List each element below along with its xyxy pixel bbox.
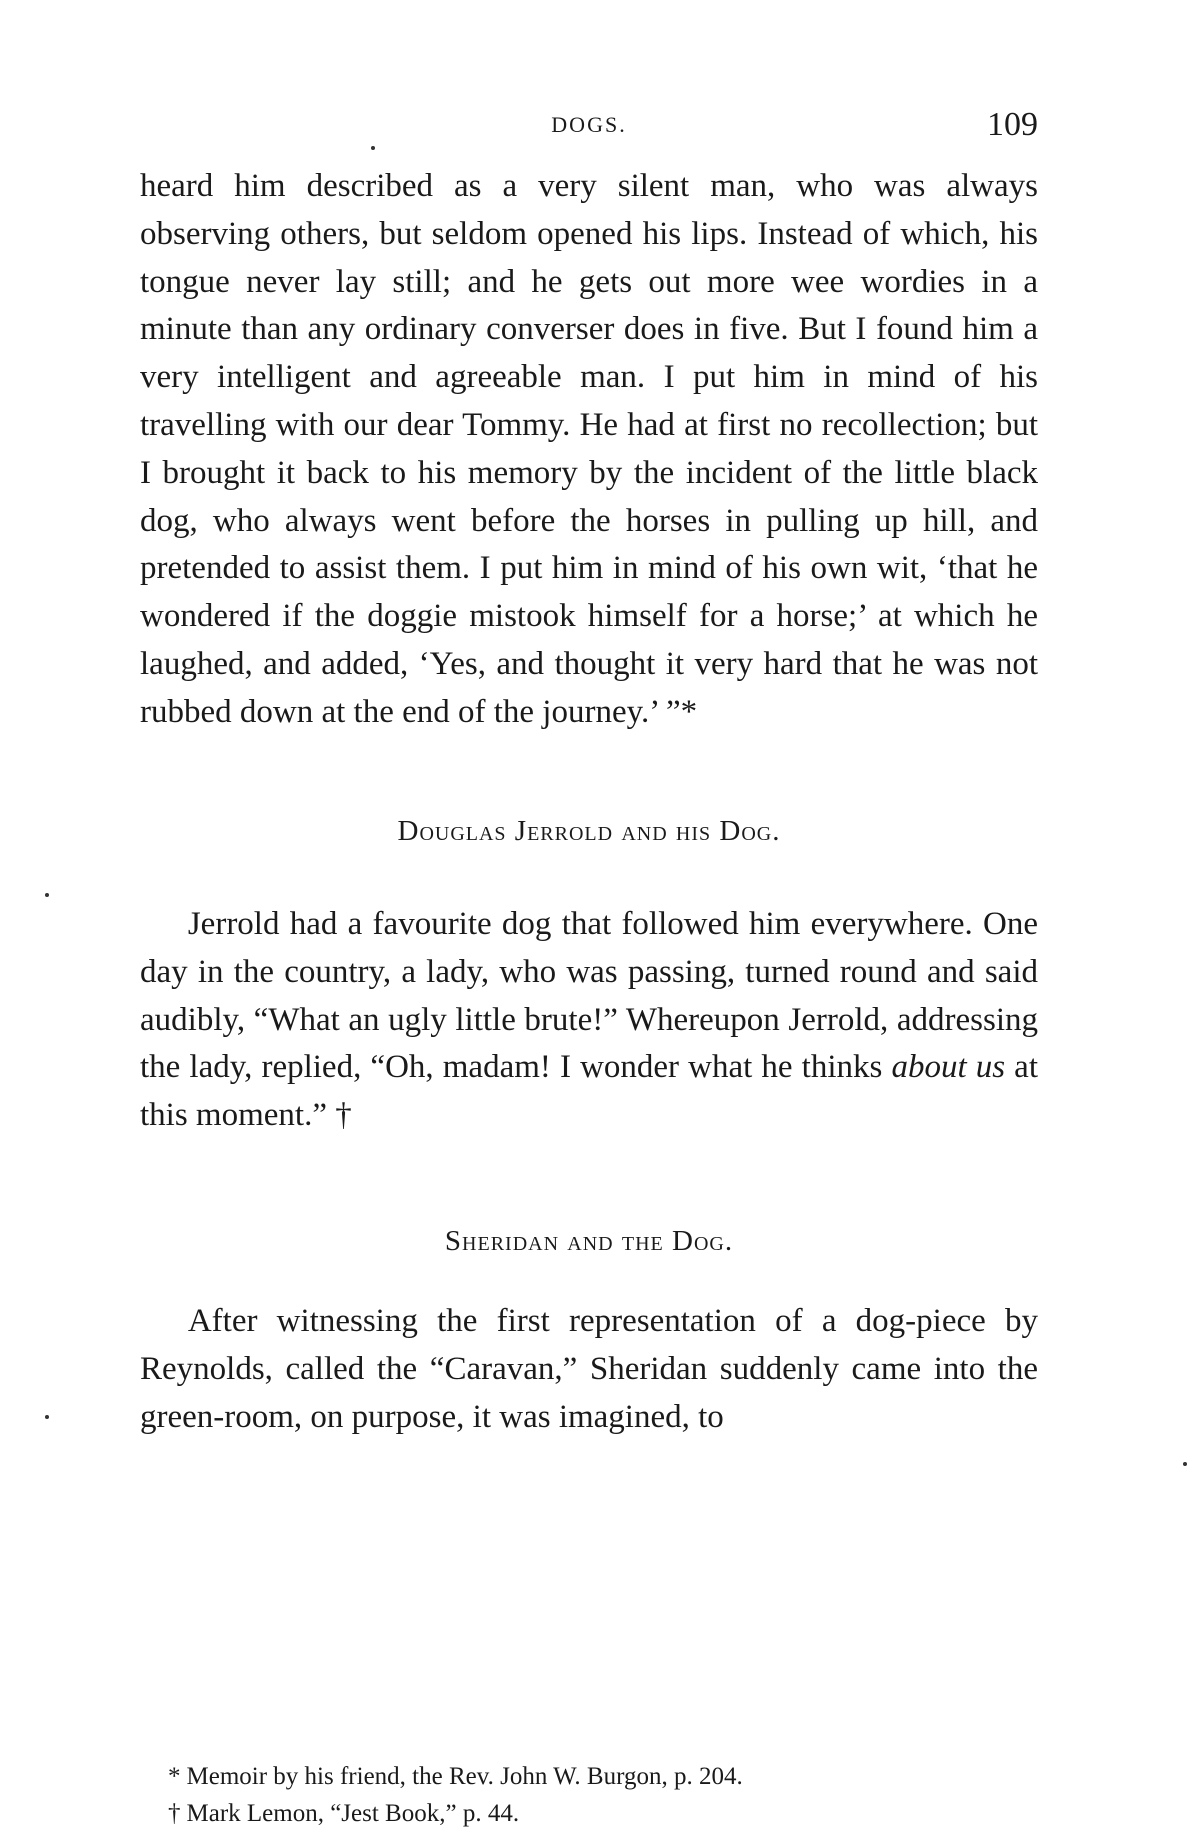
running-head [140,108,1038,148]
paragraph-text [140,901,1038,1140]
text-run: Jerrold had a favourite dog that followed him everywhere. One day in the country, a lady, who was passing, turned round and said audibly, “What an ugly little brute!” Whereupon Jerrold, addressing the lady, replied, “Oh, madam! I wonder what he thinks [140,906,1038,1086]
footnote [140,1758,1038,1795]
print-speck [371,146,375,150]
footnote [140,1795,1038,1832]
print-speck [45,893,49,897]
paragraph-continued [140,163,1038,737]
paragraph-jerrold [140,901,1038,1140]
emphasis-text: about us [891,1049,1006,1086]
print-speck [45,1415,49,1419]
footnote-marker: † [168,1800,181,1827]
section-heading-jerrold: Douglas Jerrold and his Dog. [397,815,781,847]
footnotes [140,1758,1038,1832]
paragraph-sheridan [140,1298,1038,1441]
paragraph-text: heard him described as a very silent man, who was always observing others, but seldom opened his lips. Instead of which, his tongue never lay still; and he gets out more wee wordies in a minute than any ordinary converser does in five. But I found him a very intelligent and agreeable man. I put him in mind of his travelling with our dear Tommy. He had at first no recollection; but I brought it back to his memory by the incident of the little black dog, who always went before the horses in pulling up hill, and pretended to assist them. I put him in mind of his own wit, ‘that he wondered if the doggie mistook himself for a horse;’ at which he laughed, and added, ‘Yes, and thought it very hard that he was not rubbed down at the end of the journey.’ ”* [140,168,1038,730]
page-number: 109 [987,106,1038,143]
print-speck [1183,1462,1187,1466]
paragraph-text: After witnessing the first representation of a dog-piece by Reynolds, called the “Caravan,” Sheridan suddenly came into the green-room, on purpose, it was imagined, to [140,1303,1038,1435]
section-heading-sheridan: Sheridan and the Dog. [444,1225,734,1257]
text-run: at this moment.” † [140,1049,1038,1134]
footnote-text: Memoir by his friend, the Rev. John W. Burgon, p. 204. [186,1763,743,1790]
running-title: DOGS. [551,112,627,137]
footnote-marker: * [168,1763,181,1790]
footnote-text: Mark Lemon, “Jest Book,” p. 44. [186,1800,520,1827]
